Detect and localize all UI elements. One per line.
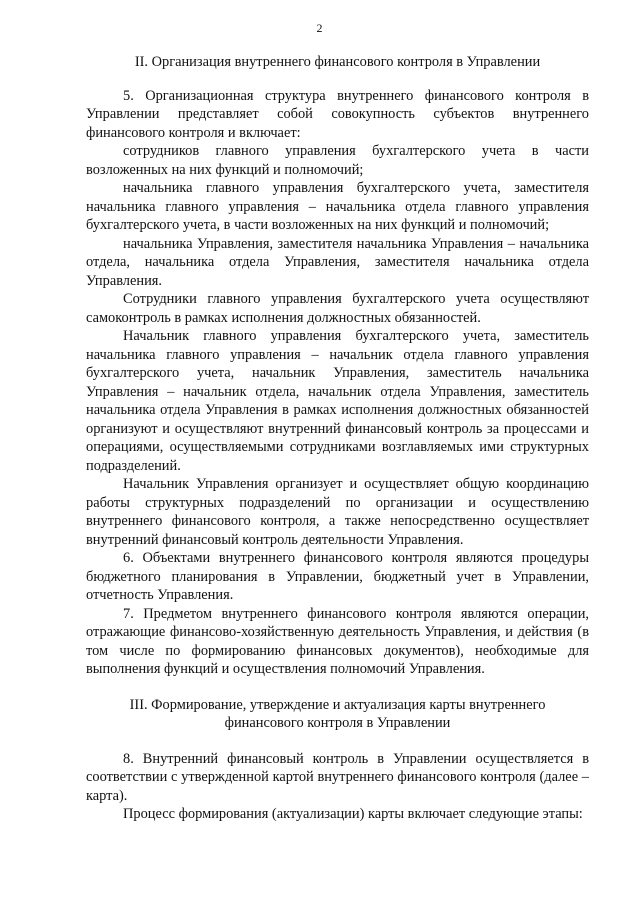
paragraph-head-coordination: Начальник Управления организует и осуществляет общую координацию работы структурных подразделений по организации и осуществлению внутреннего финансового контроля, а также непосредственно осуществляет внутренний финансовый контроль деятельности Управления. xyxy=(86,476,589,548)
paragraph-self-control: Сотрудники главного управления бухгалтерского учета осуществляют самоконтроль в рамках исполнения должностных обязанностей. xyxy=(86,291,589,326)
paragraph-6: 6. Объектами внутреннего финансового контроля являются процедуры бюджетного планирования в Управлении, бюджетный учет в Управлении, отчетность Управления. xyxy=(86,550,589,603)
list-item-staff: сотрудников главного управления бухгалтерского учета в части возложенных на них функций и полномочий; xyxy=(86,143,589,178)
paragraph-7: 7. Предметом внутреннего финансового контроля являются операции, отражающие финансово-хозяйственную деятельность Управления, и действия (в том числе по формированию финансовых документов), необходимые для выполнения функций и осуществления полномочий Управления. xyxy=(86,605,589,677)
document-body xyxy=(86,53,589,824)
section-3-heading-line-2: финансового контроля в Управлении xyxy=(224,715,451,731)
list-item-chief-accounting: начальника главного управления бухгалтерского учета, заместителя начальника главного управления – начальника отдела главного управления бухгалтерского учета, в части возложенных на них функций и полномочий; xyxy=(86,180,589,233)
section-2-heading: II. Организация внутреннего финансового контроля в Управлении xyxy=(134,54,541,70)
page-number: 2 xyxy=(316,21,323,35)
paragraph-5: 5. Организационная структура внутреннего финансового контроля в Управлении представляет собой совокупность субъектов внутреннего финансового контроля и включает: xyxy=(86,87,589,141)
paragraph-map-process: Процесс формирования (актуализации) карты включает следующие этапы: xyxy=(123,806,583,822)
paragraph-8: 8. Внутренний финансовый контроль в Управлении осуществляется в соответствии с утвержденной картой внутреннего финансового контроля (далее – карта). xyxy=(86,750,589,804)
section-3-heading xyxy=(86,696,589,733)
list-item-head-office: начальника Управления, заместителя начальника Управления – начальника отдела, начальника отдела Управления, заместителя начальника отдела Управления. xyxy=(86,235,589,289)
section-3-heading-line-1: III. Формирование, утверждение и актуализация карты внутреннего xyxy=(129,696,546,713)
paragraph-managers-control: Начальник главного управления бухгалтерского учета, заместитель начальника главного управления – начальник отдела главного управления бухгалтерского учета, начальник Управления, заместитель начальника Управления – начальник отдела, начальник отдела Управления, заместитель начальника отдела Управления в рамках исполнения должностных обязанностей организуют и осуществляют внутренний финансовый контроль за процессами и операциями, осуществляемыми сотрудниками возглавляемых ими структурных подразделений. xyxy=(86,328,589,474)
